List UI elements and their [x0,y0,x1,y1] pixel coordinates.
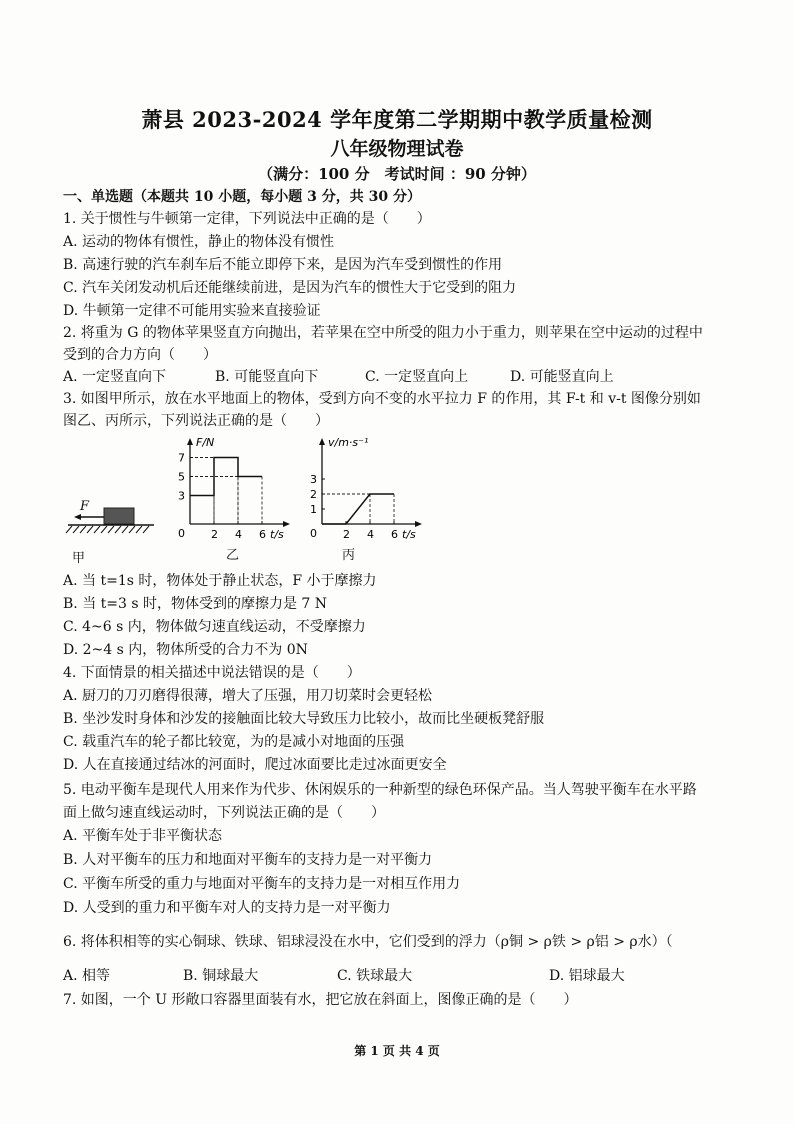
q4-stem: 4. 下面情景的相关描述中说法错误的是（ ） [63,665,361,681]
force-label: F [80,499,90,514]
q5-stem-line1: 5. 电动平衡车是现代人用来作为代步、休闲娱乐的一种新型的绿色环保产品。当人驾驶平衡车在水平路 [63,782,697,798]
q6-stem: 6. 将体积相等的实心铜球、铁球、铝球浸没在水中，它们受到的浮力（ρ铜 > ρ铁 > ρ铝 > ρ水）（ [63,934,673,950]
q4-option-b: B. 坐沙发时身体和沙发的接触面比较大导致压力比较小，故而比坐硬板凳舒服 [63,711,545,727]
q7-stem: 7. 如图，一个 U 形敞口容器里面装有水，把它放在斜面上，图像正确的是（ ） [63,992,578,1008]
q4-option-d: D. 人在直接通过结冰的河面时，爬过冰面要比走过冰面更安全 [63,757,447,773]
series-line [322,494,394,524]
y-axis-label: F/N [196,436,215,449]
origin-label: 0 [178,527,185,540]
q4-option-c: C. 载重汽车的轮子都比较宽，为的是减小对地面的压强 [63,734,405,750]
q1-option-b: B. 高速行驶的汽车刹车后不能立即停下来，是因为汽车受到惯性的作用 [63,257,503,273]
v-t-chart [300,432,430,542]
figure-jia [62,495,162,565]
exam-subtitle: 八年级物理试卷 [330,138,464,160]
q3-stem-line1: 3. 如图甲所示，放在水平地面上的物体，受到方向不变的水平拉力 F 的作用，其 F-t 和 v-t 图像分别如 [63,391,701,407]
figure-bing-caption: 丙 [342,548,356,563]
q2-option-a: A. 一定竖直向下 [63,369,167,385]
q3-option-c: C. 4~6 s 内，物体做匀速直线运动，不受摩擦力 [63,619,366,635]
x-tick-label: 6 [391,528,398,541]
page-footer: 第 1 页 共 4 页 [354,1044,440,1058]
x-tick-label: 4 [367,528,374,541]
q6-option-a: A. 相等 [63,968,111,984]
y-tick-label: 2 [310,488,317,501]
section-heading: 一、单选题（本题共 10 小题，每小题 3 分，共 30 分） [63,189,421,205]
y-tick-label: 3 [310,473,317,486]
figure-yi [168,432,298,562]
q6-option-c: C. 铁球最大 [337,968,413,984]
q1-option-d: D. 牛顿第一定律不可能用实验来直接验证 [63,303,321,319]
q6-option-b: B. 铜球最大 [183,968,259,984]
q5-stem-line2: 面上做匀速直线运动时，下列说法正确的是（ ） [63,805,385,821]
q3-option-a: A. 当 t=1s 时，物体处于静止状态，F 小于摩擦力 [63,573,377,589]
x-axis-arrowhead [283,521,290,527]
origin-label: 0 [310,527,317,540]
q5-option-d: D. 人受到的重力和平衡车对人的支持力是一对平衡力 [63,900,391,916]
y-axis-label: v/m·s⁻¹ [328,436,369,449]
f-t-chart [168,432,298,542]
q2-stem-line1: 2. 将重为 G 的物体苹果竖直方向抛出，若苹果在空中所受的阻力小于重力，则苹果在空中运动的过程中 [63,325,703,341]
figure-jia-caption: 甲 [72,551,86,566]
y-tick-label: 5 [178,470,185,484]
y-tick-label: 1 [310,503,317,516]
q6-option-d: D. 铝球最大 [549,968,625,984]
x-axis-arrowhead [415,521,422,527]
x-tick-label: 6 [259,528,266,541]
y-axis-arrowhead [187,438,193,445]
block [104,508,134,524]
y-tick-label: 3 [178,489,185,503]
y-tick-label: 7 [178,451,185,465]
figure-bing [300,432,430,562]
q4-option-a: A. 厨刀的刀刃磨得很薄，增大了压强，用刀切菜时会更轻松 [63,688,433,704]
q2-stem-line2: 受到的合力方向（ ） [63,347,217,363]
exam-title: 萧县 2023-2024 学年度第二学期期中教学质量检测 [141,107,653,132]
q3-option-d: D. 2~4 s 内，物体所受的合力不为 0N [63,642,308,658]
q5-option-b: B. 人对平衡车的压力和地面对平衡车的支持力是一对平衡力 [63,852,433,868]
x-tick-label: 2 [211,528,218,541]
x-tick-label: 2 [343,528,350,541]
force-arrowhead [74,514,81,520]
q3-option-b: B. 当 t=3 s 时，物体受到的摩擦力是 7 N [63,596,328,612]
x-axis-label: t/s [402,528,416,541]
q1-option-a: A. 运动的物体有惯性，静止的物体没有惯性 [63,234,335,250]
q2-option-b: B. 可能竖直向下 [215,369,319,385]
q5-option-a: A. 平衡车处于非平衡状态 [63,828,223,844]
ground-hatching [66,526,149,533]
x-axis-label: t/s [270,528,284,541]
x-tick-label: 4 [235,528,242,541]
y-axis-arrowhead [319,438,325,445]
q1-option-c: C. 汽车关闭发动机后还能继续前进，是因为汽车的惯性大于它受到的阻力 [63,280,517,296]
q2-option-c: C. 一定竖直向上 [365,369,469,385]
exam-info: （满分：100 分 考试时间 ：90 分钟） [258,165,536,183]
figure-yi-caption: 乙 [226,548,240,563]
q2-option-d: D. 可能竖直向上 [510,369,614,385]
q1-stem: 1. 关于惯性与牛顿第一定律，下列说法中正确的是（ ） [63,211,431,227]
q5-option-c: C. 平衡车所受的重力与地面对平衡车的支持力是一对相互作用力 [63,876,461,892]
q3-stem-line2: 图乙、丙所示，下列说法正确的是（ ） [63,413,329,429]
